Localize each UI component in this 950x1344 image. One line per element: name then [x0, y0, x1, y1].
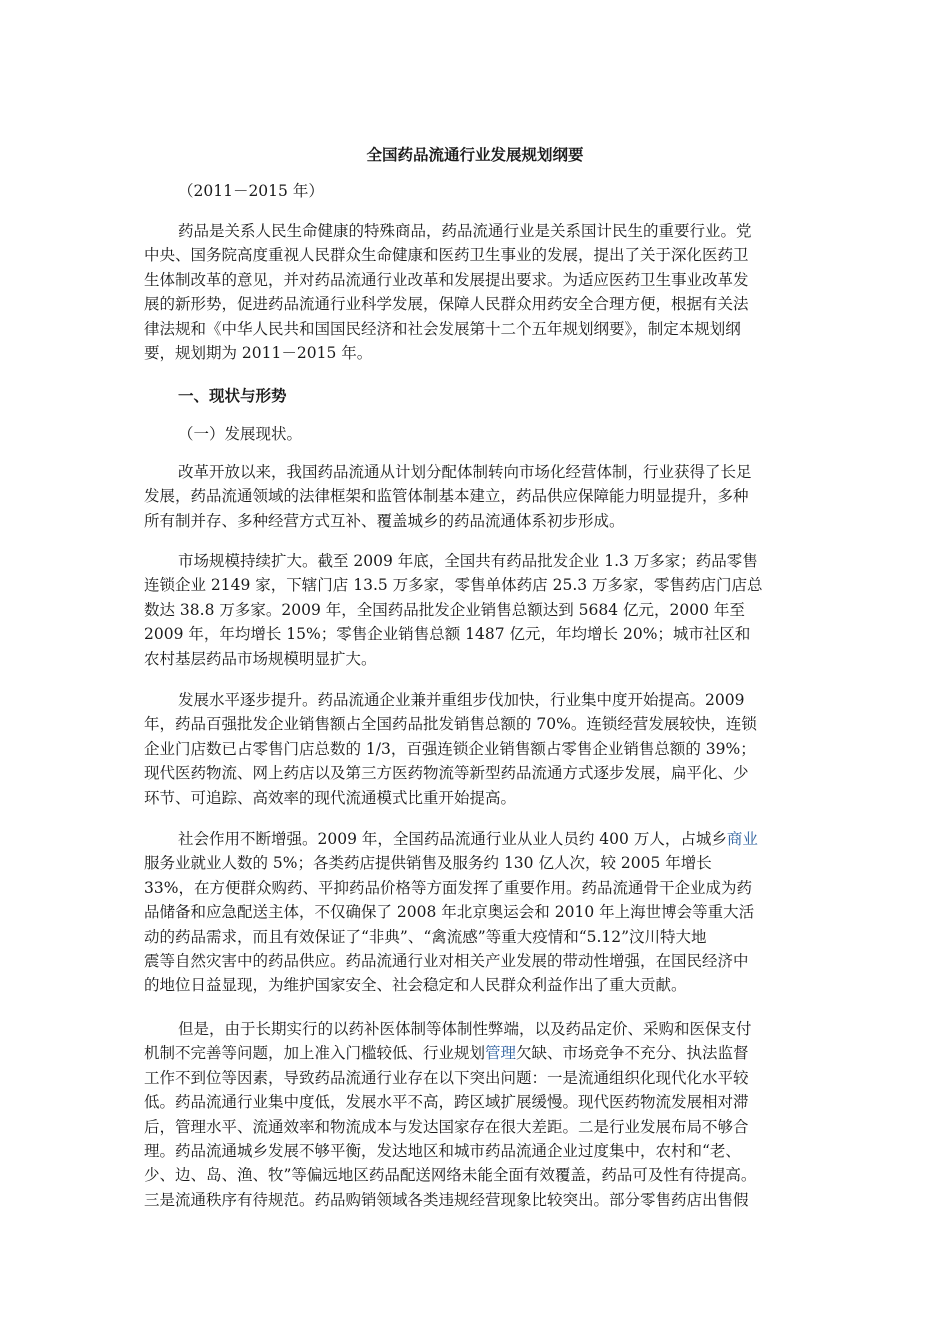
text-line: 展的新形势，促进药品流通行业科学发展，保障人民群众用药安全合理方便，根据有关法: [144, 295, 749, 314]
text-line: 所有制并存、多种经营方式互补、覆盖城乡的药品流通体系初步形成。: [144, 511, 625, 530]
section-heading: 一、现状与形势: [178, 387, 287, 405]
text-line: 低。药品流通行业集中度低，发展水平不高，跨区域扩展缓慢。现代医药物流发展相对滞: [144, 1093, 749, 1112]
problems-paragraph: [144, 1017, 804, 1212]
text-line: 三是流通秩序有待规范。药品购销领域各类违规经营现象比较突出。部分零售药店出售假: [144, 1190, 749, 1209]
text-line: 改革开放以来，我国药品流通从计划分配体制转向市场化经营体制，行业获得了长足: [178, 463, 752, 481]
text-line: 要，规划期为 2011－2015 年。: [144, 344, 373, 363]
development-level-paragraph: [144, 688, 804, 810]
text-line: 但是，由于长期实行的以药补医体制等体制性弊端，以及药品定价、采购和医保支付: [178, 1020, 752, 1038]
subsection-heading: （一）发展现状。: [178, 425, 303, 443]
text-line: 2009 年，年均增长 15%；零售企业销售总额 1487 亿元，年均增长 20%；城市社区和: [144, 625, 751, 644]
text-line: 品储备和应急配送主体，不仅确保了 2008 年北京奥运会和 2010 年上海世博会等重大活: [144, 903, 755, 922]
commerce-link[interactable]: 商业: [726, 830, 758, 848]
text-line: 动的药品需求，而且有效保证了“非典”、“禽流感”等重大疫情和“5.12”汶川特大地: [144, 927, 707, 946]
document-title: 全国药品流通行业发展规划纲要: [366, 146, 584, 164]
text-line: 发展水平逐步提升。药品流通企业兼并重组步伐加快，行业集中度开始提高。2009: [178, 691, 745, 709]
text-line: 的地位日益显现，为维护国家安全、社会稳定和人民群众利益作出了重大贡献。: [144, 976, 687, 995]
text-line: [144, 1041, 804, 1065]
text-line: 数达 38.8 万多家。2009 年，全国药品批发企业销售总额达到 5684 亿元，2000 年至: [144, 600, 745, 619]
text-line: [144, 827, 804, 851]
management-link[interactable]: 管理: [485, 1044, 517, 1063]
text-line: 中央、国务院高度重视人民群众生命健康和医药卫生事业的发展，提出了关于深化医药卫: [144, 246, 749, 265]
text-line: 律法规和《中华人民共和国国民经济和社会发展第十二个五年规划纲要》，制定本规划纲: [144, 319, 741, 338]
text-segment: 机制不完善等问题，加上准入门槛较低、行业规划: [144, 1044, 486, 1063]
text-line: 生体制改革的意见，并对药品流通行业改革和发展提出要求。为适应医药卫生事业改革发: [144, 270, 749, 289]
text-line: 药品是关系人民生命健康的特殊商品，药品流通行业是关系国计民生的重要行业。党: [178, 222, 752, 240]
text-line: 33%，在方便群众购药、平抑药品价格等方面发挥了重要作用。药品流通骨干企业成为药: [144, 878, 752, 897]
reform-paragraph: [144, 460, 804, 533]
text-line: 发展，药品流通领域的法律框架和监管体制基本建立，药品供应保障能力明显提升，多种: [144, 487, 749, 506]
text-line: 市场规模持续扩大。截至 2009 年底，全国共有药品批发企业 1.3 万多家；药品零售: [178, 552, 758, 570]
text-line: 服务业就业人数的 5%；各类药店提供销售及服务约 130 亿人次，较 2005 年增长: [144, 854, 712, 873]
text-segment: 欠缺、市场竞争不充分、执法监督: [516, 1044, 749, 1063]
text-line: 环节、可追踪、高效率的现代流通模式比重开始提高。: [144, 788, 517, 807]
text-line: 连锁企业 2149 家，下辖门店 13.5 万多家，零售单体药店 25.3 万多家，零售药店门店总: [144, 576, 763, 595]
plan-period: （2011－2015 年）: [178, 182, 324, 200]
text-line: 年，药品百强批发企业销售额占全国药品批发销售总额的 70%。连锁经营发展较快，连锁: [144, 715, 757, 734]
text-line: 少、边、岛、渔、牧”等偏远地区药品配送网络未能全面有效覆盖，药品可及性有待提高。: [144, 1166, 757, 1185]
text-line: 农村基层药品市场规模明显扩大。: [144, 649, 377, 668]
market-scale-paragraph: [144, 549, 804, 671]
text-line: 理。药品流通城乡发展不够平衡，发达地区和城市药品流通企业过度集中，农村和“老、: [144, 1142, 741, 1161]
text-line: 工作不到位等因素，导致药品流通行业存在以下突出问题：一是流通组织化现代化水平较: [144, 1068, 749, 1087]
text-line: 企业门店数已占零售门店总数的 1/3，百强连锁企业销售额占零售企业销售总额的 39%；: [144, 739, 756, 758]
intro-paragraph: [144, 219, 804, 365]
social-role-paragraph: [144, 827, 804, 998]
text-line: 震等自然灾害中的药品供应。药品流通行业对相关产业发展的带动性增强，在国民经济中: [144, 952, 749, 971]
text-segment: 社会作用不断增强。2009 年，全国药品流通行业从业人员约 400 万人，占城乡: [178, 830, 727, 848]
text-line: 现代医药物流、网上药店以及第三方医药物流等新型药品流通方式逐步发展，扁平化、少: [144, 764, 749, 783]
text-line: 后，管理水平、流通效率和物流成本与发达国家存在很大差距。二是行业发展布局不够合: [144, 1117, 749, 1136]
